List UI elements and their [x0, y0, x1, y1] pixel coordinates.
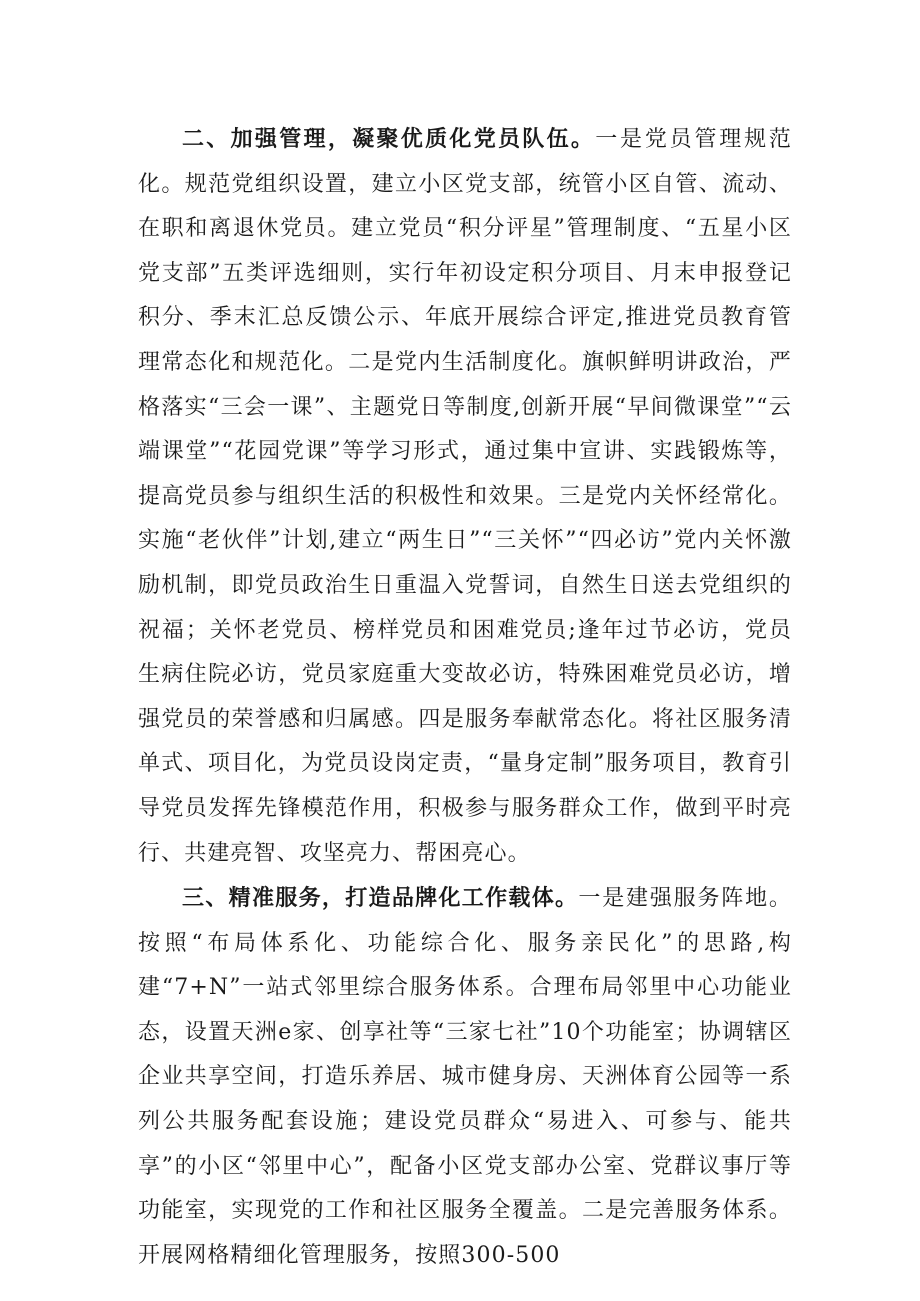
section-heading-two: 二、加强管理，凝聚优质化党员队伍。 [182, 127, 596, 152]
paragraph-strengthen-management [138, 118, 792, 876]
section-heading-three: 三、精准服务，打造品牌化工作载体。 [182, 886, 579, 912]
document-body [138, 118, 792, 1278]
paragraph-text: 一是建强服务阵地。按照“布局体系化、功能综合化、服务亲民化”的思路,构建“7+N”一站式邻里综合服务体系。合理布局邻里中心功能业态，设置天洲e家、创享社等“三家七社”10个功能室；协调辖区企业共享空间，打造乐养居、城市健身房、天洲体育公园等一系列公共服务配套设施；建设党员群众“易进入、可参与、能共享”的小区“邻里中心”，配备小区党支部办公室、党群议事厅等功能室，实现党的工作和社区服务全覆盖。二是完善服务体系。开展网格精细化管理服务，按照300-500 [138, 886, 793, 1268]
paragraph-precise-service [138, 877, 792, 1278]
paragraph-text: 一是党员管理规范化。规范党组织设置，建立小区党支部，统管小区自管、流动、在职和离退休党员。建立党员“积分评星”管理制度、“五星小区党支部”五类评选细则，实行年初设定积分项目、月末申报登记积分、季末汇总反馈公示、年底开展综合评定,推进党员教育管理常态化和规范化。二是党内生活制度化。旗帜鲜明讲政治，严格落实“三会一课”、主题党日等制度,创新开展“早间微课堂”“云端课堂”“花园党课”等学习形式，通过集中宣讲、实践锻炼等，提高党员参与组织生活的积极性和效果。三是党内关怀经常化。实施“老伙伴”计划,建立“两生日”“三关怀”“四必访”党内关怀激励机制，即党员政治生日重温入党誓词，自然生日送去党组织的祝福；关怀老党员、榜样党员和困难党员;逢年过节必访，党员生病住院必访，党员家庭重大变故必访，特殊困难党员必访，增强党员的荣誉感和归属感。四是服务奉献常态化。将社区服务清单式、项目化，为党员设岗定责，“量身定制”服务项目，教育引导党员发挥先锋模范作用，积极参与服务群众工作，做到平时亮行、共建亮智、攻坚亮力、帮困亮心。 [138, 127, 792, 866]
